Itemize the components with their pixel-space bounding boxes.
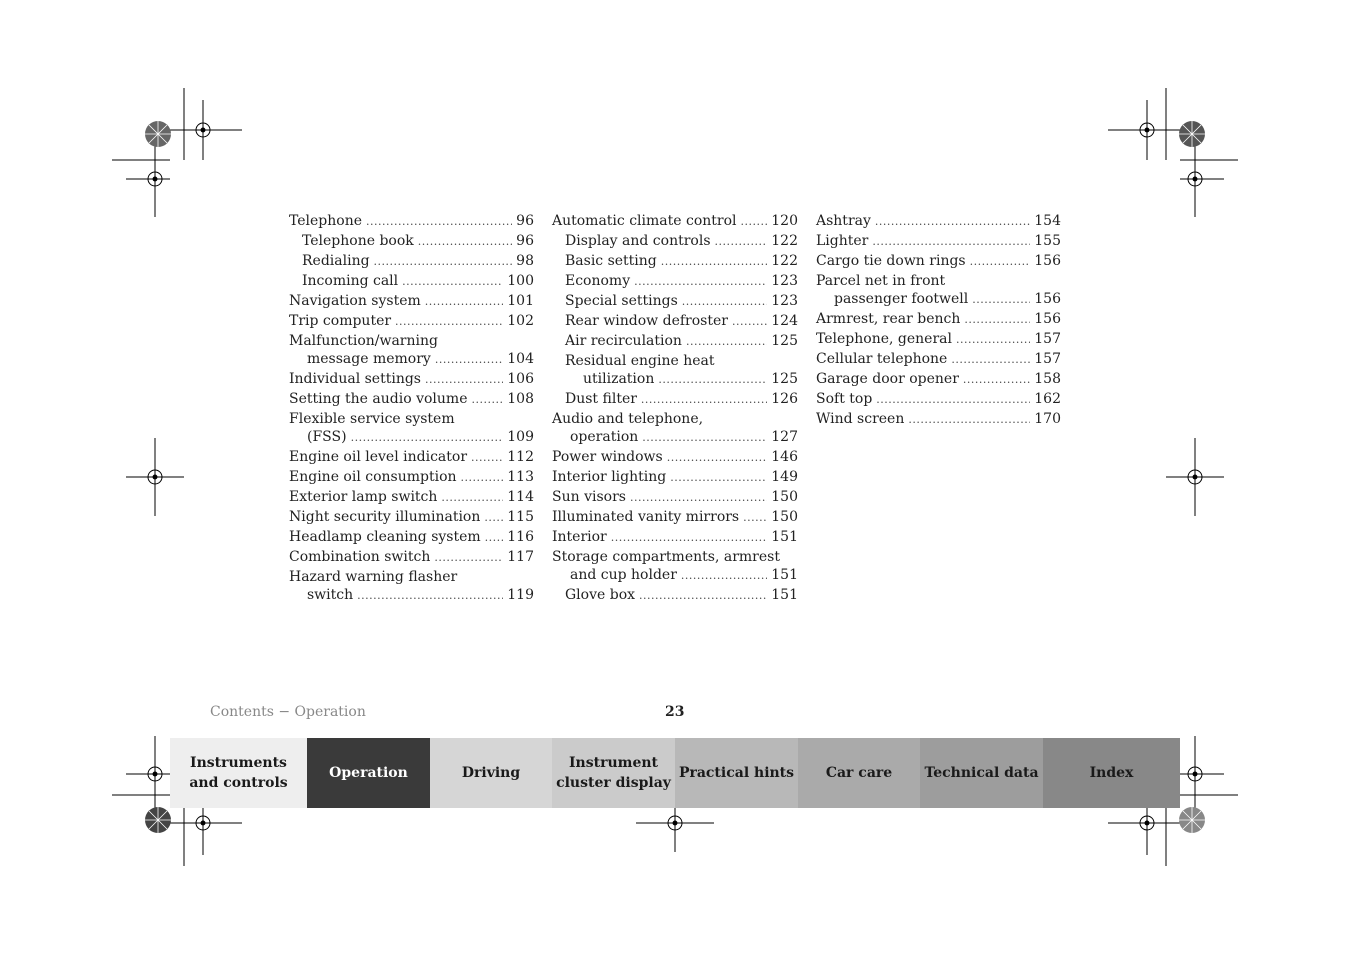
toc-entry[interactable] <box>816 252 1061 272</box>
toc-entry[interactable] <box>289 312 534 332</box>
toc-entry[interactable] <box>289 370 534 390</box>
toc-entry-title: Night security illumination <box>289 509 481 525</box>
dot-leader <box>402 272 503 291</box>
toc-entry[interactable] <box>552 212 798 232</box>
toc-entry-title: Interior lighting <box>552 469 667 485</box>
toc-entry-page: 146 <box>771 449 798 465</box>
toc-entry[interactable] <box>552 410 798 448</box>
dot-leader <box>682 292 767 311</box>
toc-entry[interactable] <box>552 332 798 352</box>
dot-leader <box>970 252 1031 271</box>
toc-entry-title-continued: utilization <box>583 371 655 387</box>
toc-entry-page: 98 <box>516 253 534 269</box>
dot-leader <box>351 428 504 447</box>
toc-entry[interactable] <box>816 330 1061 350</box>
dot-leader <box>374 252 513 271</box>
toc-entry[interactable] <box>816 350 1061 370</box>
toc-entry-title: Residual engine heat <box>565 353 715 369</box>
toc-column-1 <box>289 212 534 606</box>
toc-entry-title: Engine oil level indicator <box>289 449 468 465</box>
tab-driving[interactable] <box>430 738 552 808</box>
toc-entry-title: Storage compartments, armrest <box>552 549 780 565</box>
toc-entry[interactable] <box>816 272 1061 310</box>
toc-entry[interactable] <box>552 252 798 272</box>
toc-entry-page: 156 <box>1034 311 1061 327</box>
dot-leader <box>639 586 767 605</box>
toc-entry[interactable] <box>552 448 798 468</box>
toc-entry-page: 123 <box>771 293 798 309</box>
dot-leader <box>425 370 503 389</box>
toc-entry-title: Special settings <box>565 293 678 309</box>
toc-entry-page: 124 <box>771 313 798 329</box>
dot-leader <box>471 448 503 467</box>
dot-leader <box>418 232 512 251</box>
dot-leader <box>964 310 1030 329</box>
dot-leader <box>642 428 767 447</box>
toc-entry-title: Basic setting <box>565 253 657 269</box>
toc-entry-title-continued: and cup holder <box>570 567 677 583</box>
toc-entry-title-continued: operation <box>570 429 639 445</box>
toc-entry-page: 127 <box>771 429 798 445</box>
dot-leader <box>441 488 503 507</box>
toc-entry-title: Engine oil consumption <box>289 469 457 485</box>
chapter-tabs <box>170 738 1180 808</box>
tab-practical-hints[interactable] <box>675 738 798 808</box>
dot-leader <box>875 212 1030 231</box>
toc-entry[interactable] <box>552 586 798 606</box>
dot-leader <box>670 468 767 487</box>
toc-entry-title-continued: (FSS) <box>307 429 347 445</box>
toc-entry-page: 154 <box>1034 213 1061 229</box>
toc-entry-title: Trip computer <box>289 313 392 329</box>
dot-leader <box>963 370 1030 389</box>
toc-entry-page: 101 <box>507 293 534 309</box>
toc-entry-title: Cargo tie down rings <box>816 253 966 269</box>
toc-entry[interactable] <box>552 292 798 312</box>
toc-entry-page: 108 <box>507 391 534 407</box>
toc-entry-page: 151 <box>771 529 798 545</box>
toc-entry-title-continued: message memory <box>307 351 431 367</box>
toc-entry-title: Glove box <box>565 587 636 603</box>
toc-entry-page: 156 <box>1034 291 1061 307</box>
tab-label: Technical data <box>924 765 1039 781</box>
toc-entry-title: Display and controls <box>565 233 711 249</box>
toc-entry[interactable] <box>816 410 1061 430</box>
toc-entry[interactable] <box>289 548 534 568</box>
toc-entry-title: Redialing <box>302 253 370 269</box>
toc-entry-page: 122 <box>771 233 798 249</box>
dot-leader <box>956 330 1030 349</box>
toc-entry[interactable] <box>289 488 534 508</box>
toc-entry-title-continued: switch <box>307 587 354 603</box>
toc-entry-title: Malfunction/warning <box>289 333 438 349</box>
dot-leader <box>366 212 512 231</box>
toc-entry-page: 96 <box>516 213 534 229</box>
toc-entry-title: Garage door opener <box>816 371 959 387</box>
toc-entry[interactable] <box>289 390 534 410</box>
dot-leader <box>951 350 1030 369</box>
toc-entry-page: 109 <box>507 429 534 445</box>
toc-entry-page: 106 <box>507 371 534 387</box>
toc-entry[interactable] <box>289 212 534 232</box>
toc-entry[interactable] <box>552 468 798 488</box>
toc-entry[interactable] <box>289 252 534 272</box>
page-number: 23 <box>665 704 685 720</box>
dot-leader <box>634 272 767 291</box>
toc-entry-page: 151 <box>771 587 798 603</box>
toc-entry-page: 119 <box>507 587 534 603</box>
dot-leader <box>485 528 504 547</box>
toc-entry-page: 96 <box>516 233 534 249</box>
dot-leader <box>484 508 503 527</box>
tab-label: Index <box>1089 765 1134 781</box>
toc-entry-page: 157 <box>1034 351 1061 367</box>
toc-entry-page: 150 <box>771 509 798 525</box>
toc-entry-title: Cellular telephone <box>816 351 948 367</box>
toc-entry[interactable] <box>289 332 534 370</box>
toc-entry-title: Audio and telephone, <box>552 411 704 427</box>
toc-entry-page: 116 <box>507 529 534 545</box>
tab-label: Operation <box>329 765 408 781</box>
toc-entry[interactable] <box>289 528 534 548</box>
dot-leader <box>611 528 768 547</box>
toc-entry-title: Dust filter <box>565 391 637 407</box>
toc-entry-title: Incoming call <box>302 273 399 289</box>
dot-leader <box>743 508 767 527</box>
toc-entry-page: 162 <box>1034 391 1061 407</box>
toc-entry-title: Air recirculation <box>565 333 682 349</box>
toc-entry-page: 113 <box>507 469 534 485</box>
toc-entry-page: 170 <box>1034 411 1061 427</box>
toc-entry-title: Navigation system <box>289 293 421 309</box>
toc-entry-title: Interior <box>552 529 607 545</box>
toc-entry-title: Illuminated vanity mirrors <box>552 509 740 525</box>
toc-entry[interactable] <box>289 448 534 468</box>
toc-entry-title: Combination switch <box>289 549 431 565</box>
toc-entry-page: 112 <box>507 449 534 465</box>
toc-entry-title: Headlamp cleaning system <box>289 529 481 545</box>
toc-entry[interactable] <box>816 310 1061 330</box>
toc-entry-page: 123 <box>771 273 798 289</box>
toc-entry[interactable] <box>289 568 534 606</box>
toc-entry[interactable] <box>816 232 1061 252</box>
toc-entry-title: Telephone, general <box>816 331 952 347</box>
toc-entry-page: 150 <box>771 489 798 505</box>
dot-leader <box>435 350 503 369</box>
toc-entry-page: 158 <box>1034 371 1061 387</box>
toc-entry-title: Flexible service system <box>289 411 455 427</box>
dot-leader <box>357 586 503 605</box>
dot-leader <box>876 390 1030 409</box>
dot-leader <box>434 548 503 567</box>
toc-entry-title: Rear window defroster <box>565 313 728 329</box>
tab-label: Instruments and controls <box>189 755 288 791</box>
dot-leader <box>741 212 768 231</box>
tab-technical-data[interactable] <box>920 738 1043 808</box>
dot-leader <box>630 488 767 507</box>
toc-entry[interactable] <box>552 488 798 508</box>
toc-entry-title: Telephone <box>289 213 363 229</box>
tab-label: Car care <box>825 765 893 781</box>
toc-entry[interactable] <box>289 468 534 488</box>
toc-entry-title: Economy <box>565 273 631 289</box>
toc-entry-title: Power windows <box>552 449 663 465</box>
toc-entry-title: Individual settings <box>289 371 421 387</box>
toc-entry-title-continued: passenger footwell <box>834 291 969 307</box>
dot-leader <box>715 232 768 251</box>
tab-label: Driving <box>461 765 521 781</box>
dot-leader <box>658 370 767 389</box>
section-label: Contents − Operation <box>210 704 366 720</box>
toc-entry[interactable] <box>816 212 1061 232</box>
toc-entry-title: Wind screen <box>816 411 905 427</box>
toc-entry-page: 120 <box>771 213 798 229</box>
dot-leader <box>641 390 767 409</box>
tab-operation[interactable] <box>307 738 430 808</box>
toc-entry[interactable] <box>552 528 798 548</box>
toc-entry[interactable] <box>552 232 798 252</box>
toc-entry[interactable] <box>289 272 534 292</box>
tab-instrument-cluster-display[interactable] <box>552 738 675 808</box>
tab-label: Instrument cluster display <box>556 755 671 791</box>
tab-index[interactable] <box>1043 738 1180 808</box>
toc-entry-title: Setting the audio volume <box>289 391 468 407</box>
dot-leader <box>461 468 504 487</box>
toc-entry-title: Sun visors <box>552 489 626 505</box>
toc-entry[interactable] <box>552 390 798 410</box>
toc-column-2 <box>552 212 798 606</box>
toc-entry-page: 102 <box>507 313 534 329</box>
toc-entry-page: 125 <box>771 371 798 387</box>
toc-entry-page: 125 <box>771 333 798 349</box>
dot-leader <box>732 312 767 331</box>
toc-entry[interactable] <box>289 410 534 448</box>
toc-entry-title: Exterior lamp switch <box>289 489 438 505</box>
toc-entry[interactable] <box>816 370 1061 390</box>
dot-leader <box>908 410 1030 429</box>
toc-entry-page: 156 <box>1034 253 1061 269</box>
toc-entry-title: Armrest, rear bench <box>816 311 961 327</box>
toc-entry[interactable] <box>816 390 1061 410</box>
toc-entry-page: 104 <box>507 351 534 367</box>
tab-label: Practical hints <box>678 765 795 781</box>
dot-leader <box>395 312 503 331</box>
toc-entry-page: 122 <box>771 253 798 269</box>
toc-entry-page: 155 <box>1034 233 1061 249</box>
toc-column-3 <box>816 212 1061 430</box>
toc-entry[interactable] <box>289 232 534 252</box>
toc-entry-page: 126 <box>771 391 798 407</box>
toc-entry[interactable] <box>552 548 798 586</box>
dot-leader <box>661 252 768 271</box>
toc-entry-page: 114 <box>507 489 534 505</box>
toc-entry-page: 157 <box>1034 331 1061 347</box>
toc-entry[interactable] <box>552 352 798 390</box>
toc-entry-title: Hazard warning flasher <box>289 569 458 585</box>
toc-entry-title: Telephone book <box>302 233 414 249</box>
tab-car-care[interactable] <box>798 738 920 808</box>
toc-entry-page: 149 <box>771 469 798 485</box>
tab-instruments-and-controls[interactable] <box>170 738 307 808</box>
toc-entry[interactable] <box>552 312 798 332</box>
toc-entry[interactable] <box>289 508 534 528</box>
toc-entry-title: Parcel net in front <box>816 273 946 289</box>
toc-entry-title: Lighter <box>816 233 869 249</box>
dot-leader <box>686 332 767 351</box>
toc-entry[interactable] <box>552 508 798 528</box>
dot-leader <box>425 292 504 311</box>
toc-entry-title: Automatic climate control <box>552 213 737 229</box>
dot-leader <box>472 390 504 409</box>
toc-entry[interactable] <box>289 292 534 312</box>
toc-entry-title: Soft top <box>816 391 873 407</box>
toc-entry-page: 115 <box>507 509 534 525</box>
toc-entry-page: 151 <box>771 567 798 583</box>
toc-entry-title: Ashtray <box>816 213 871 229</box>
dot-leader <box>667 448 768 467</box>
toc-entry-page: 100 <box>507 273 534 289</box>
toc-entry-page: 117 <box>507 549 534 565</box>
toc-entry[interactable] <box>552 272 798 292</box>
dot-leader <box>972 290 1030 309</box>
dot-leader <box>681 566 767 585</box>
dot-leader <box>872 232 1030 251</box>
